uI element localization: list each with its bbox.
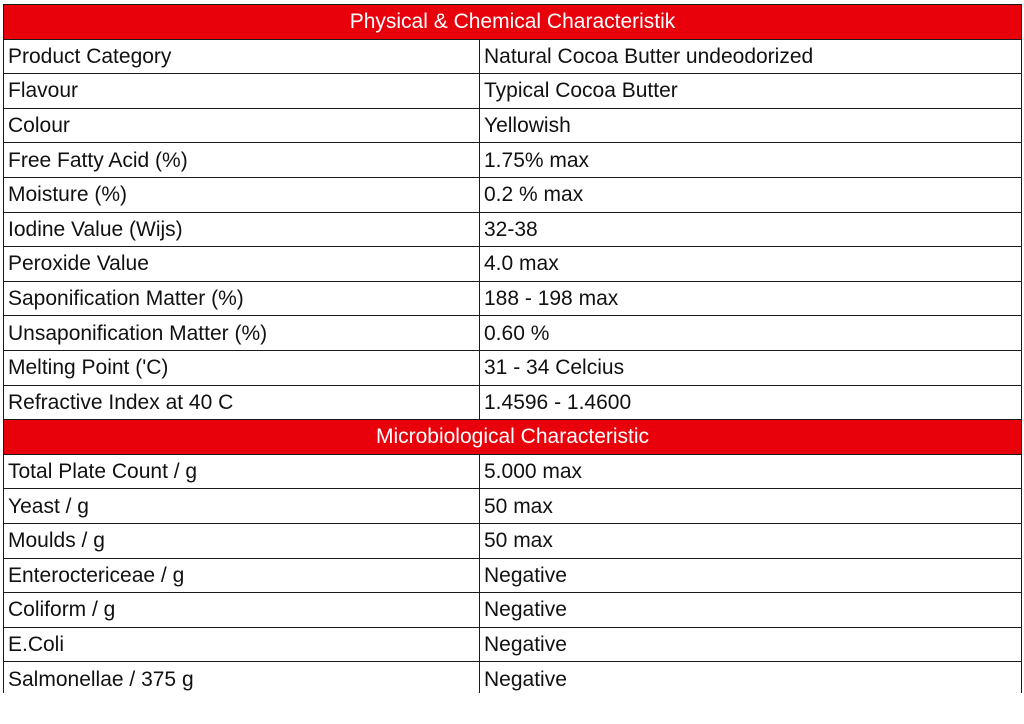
row-value: 0.2 % max [480,177,1022,212]
table-row [4,385,1022,420]
row-value: 4.0 max [480,247,1022,282]
row-value: 1.75% max [480,143,1022,178]
page-bottom-margin [0,693,1024,724]
row-label: Salmonellae / 375 g [4,662,480,696]
row-label: E.Coli [4,627,480,662]
row-label: Coliform / g [4,593,480,628]
table-row [4,489,1022,524]
row-value: Negative [480,593,1022,628]
row-label: Refractive Index at 40 C [4,385,480,420]
row-label: Colour [4,108,480,143]
row-value: 0.60 % [480,316,1022,351]
row-label: Enteroctericeae / g [4,558,480,593]
row-label: Total Plate Count / g [4,454,480,489]
table-row [4,143,1022,178]
table-row [4,177,1022,212]
row-value: Negative [480,558,1022,593]
table-row [4,593,1022,628]
row-label: Product Category [4,39,480,74]
row-label: Yeast / g [4,489,480,524]
table-row [4,662,1022,696]
row-value: 5.000 max [480,454,1022,489]
row-value: 188 - 198 max [480,281,1022,316]
table-row [4,316,1022,351]
table-row [4,39,1022,74]
row-label: Iodine Value (Wijs) [4,212,480,247]
row-label: Moisture (%) [4,177,480,212]
table-row [4,108,1022,143]
row-value: 50 max [480,489,1022,524]
row-value: 50 max [480,523,1022,558]
row-label: Flavour [4,74,480,109]
section-title-microbiological: Microbiological Characteristic [4,420,1022,455]
row-value: Negative [480,662,1022,696]
row-label: Melting Point ('C) [4,350,480,385]
row-value: Yellowish [480,108,1022,143]
section-header-row [4,5,1022,40]
section-title-physical-chemical: Physical & Chemical Characteristik [4,5,1022,40]
row-label: Free Fatty Acid (%) [4,143,480,178]
table-row [4,523,1022,558]
table-row [4,350,1022,385]
row-value: 1.4596 - 1.4600 [480,385,1022,420]
row-label: Moulds / g [4,523,480,558]
row-label: Peroxide Value [4,247,480,282]
table-row [4,281,1022,316]
specification-table [3,4,1022,696]
row-value: Natural Cocoa Butter undeodorized [480,39,1022,74]
table-row [4,74,1022,109]
table-row [4,454,1022,489]
section-header-row [4,420,1022,455]
row-value: 32-38 [480,212,1022,247]
table-row [4,627,1022,662]
table-row [4,247,1022,282]
table-row [4,558,1022,593]
row-value: 31 - 34 Celcius [480,350,1022,385]
table-row [4,212,1022,247]
row-label: Saponification Matter (%) [4,281,480,316]
row-value: Typical Cocoa Butter [480,74,1022,109]
row-label: Unsaponification Matter (%) [4,316,480,351]
row-value: Negative [480,627,1022,662]
